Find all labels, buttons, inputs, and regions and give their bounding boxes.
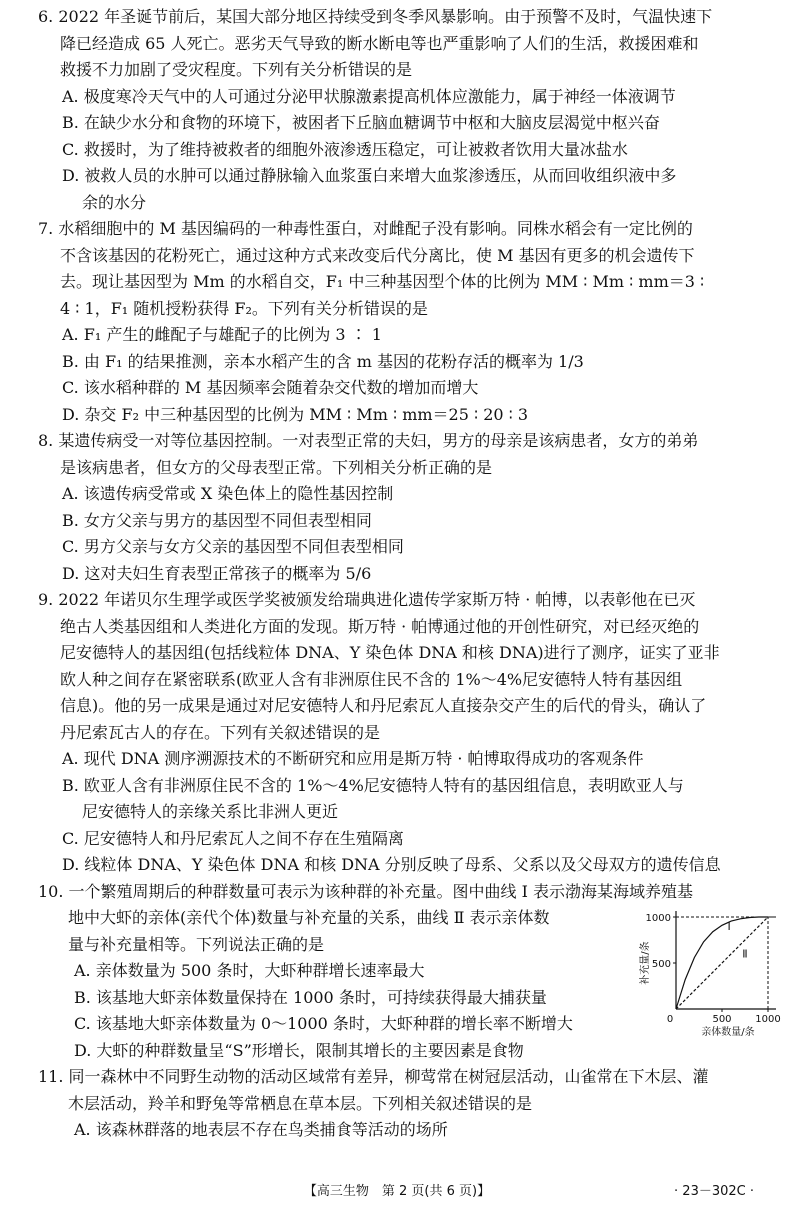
option-B: B. 女方父亲与男方的基因型不同但表型相同	[62, 510, 372, 530]
question-stem-line: 绝古人类基因组和人类进化方面的发现。斯万特 · 帕博通过他的开创性研究，对已经灭绝的	[60, 616, 700, 636]
series-label-2: Ⅱ	[742, 946, 748, 960]
question-stem-line: 地中大虾的亲体(亲代个体)数量与补充量的关系，曲线 Ⅱ 表示亲体数	[68, 908, 550, 927]
question-9	[38, 587, 760, 879]
question-stem-line: 欧人种之间存在紧密联系(欧亚人含有非洲原住民不含的 1%～4%尼安德特人特有基因组	[60, 669, 683, 689]
option-C: C. 男方父亲与女方父亲的基因型不同但表型相同	[62, 537, 404, 556]
series-label-1: Ⅰ	[727, 919, 731, 933]
question-stem-line: 木层活动，羚羊和野兔等常栖息在草本层。下列相关叙述错误的是	[68, 1093, 533, 1113]
option-C: C. 该基地大虾亲体数量为 0～1000 条时，大虾种群的增长率不断增大	[74, 1014, 573, 1033]
question-stem-line: 去。现让基因型为 Mm 的水稻自交，F₁ 中三种基因型个体的比例为 MM ∶ Mm ∶ mm＝3 ∶	[60, 272, 705, 291]
series-line-2	[676, 917, 768, 1009]
option-D: D. 这对夫妇生育表型正常孩子的概率为 5/6	[62, 563, 372, 583]
question-stem-line: 7. 水稻细胞中的 M 基因编码的一种毒性蛋白，对雌配子没有影响。同株水稻会有一定比例的	[38, 219, 693, 238]
question-stem-line: 不含该基因的花粉死亡，通过这种方式来改变后代分离比，使 M 基因有更多的机会遗传下	[60, 245, 695, 265]
question-stem-line: 6. 2022 年圣诞节前后，某国大部分地区持续受到冬季风暴影响。由于预警不及时，气温快速下	[38, 7, 713, 26]
recruitment-chart	[638, 905, 788, 1040]
question-stem-line: 尼安德特人的基因组(包括线粒体 DNA、Y 染色体 DNA 和核 DNA)进行了测序，证实了亚非	[60, 643, 720, 662]
footer-code: · 23－302C ·	[674, 1184, 754, 1199]
question-stem-line: 10. 一个繁殖周期后的种群数量可表示为该种群的补充量。图中曲线 Ⅰ 表示渤海某海域养殖基	[38, 881, 694, 901]
x-tick-label: 500	[712, 1013, 732, 1025]
question-stem-line: 是该病患者，但女方的父母表型正常。下列相关分析正确的是	[60, 457, 493, 477]
y-tick-label: 500	[651, 958, 671, 970]
page-footer	[0, 1180, 794, 1202]
y-axis-label: 补充量/条	[640, 940, 651, 985]
option-D: D. 线粒体 DNA、Y 染色体 DNA 和核 DNA 分别反映了母系、父系以及父母双方的遗传信息	[62, 855, 721, 874]
option-A: A. 该遗传病受常或 X 染色体上的隐性基因控制	[62, 484, 394, 503]
question-stem-line: 4 ∶ 1，F₁ 随机授粉获得 F₂。下列有关分析错误的是	[60, 298, 428, 318]
option-D: D. 被救人员的水肿可以通过静脉输入血浆蛋白来增大血浆渗透压，从而回收组织液中多	[62, 166, 677, 185]
option-C: C. 尼安德特人和丹尼索瓦人之间不存在生殖隔离	[62, 828, 404, 848]
option-D-cont: 余的水分	[82, 192, 147, 212]
y-tick-label: 1000	[645, 912, 671, 924]
option-B: B. 由 F₁ 的结果推测，亲本水稻产生的含 m 基因的花粉存活的概率为 1/3	[62, 351, 584, 371]
question-stem-line: 量与补充量相等。下列说法正确的是	[68, 934, 325, 954]
option-A: A. 该森林群落的地表层不存在鸟类捕食等活动的场所	[74, 1120, 448, 1139]
option-B: B. 欧亚人含有非洲原住民不含的 1%～4%尼安德特人特有的基因组信息，表明欧亚人与	[62, 775, 684, 795]
footer-title: 【高三生物 第 2 页(共 6 页)】	[303, 1184, 491, 1199]
option-A: A. F₁ 产生的雌配子与雄配子的比例为 3 ∶ 1	[62, 325, 382, 344]
question-6	[38, 4, 760, 216]
option-C: C. 该水稻种群的 M 基因频率会随着杂交代数的增加而增大	[62, 378, 479, 397]
x-tick-label: 0	[666, 1013, 674, 1025]
question-11	[38, 1064, 760, 1144]
option-C: C. 救援时，为了维持被救者的细胞外液渗透压稳定，可让被救者饮用大量冰盐水	[62, 139, 628, 159]
option-A: A. 极度寒冷天气中的人可通过分泌甲状腺激素提高机体应激能力，属于神经一体液调节	[62, 86, 676, 106]
question-stem-line: 救援不力加剧了受灾程度。下列有关分析错误的是	[60, 60, 413, 79]
option-A: A. 现代 DNA 测序溯源技术的不断研究和应用是斯万特 · 帕博取得成功的客观条件	[62, 749, 644, 768]
question-stem-line: 9. 2022 年诺贝尔生理学或医学奖被颁发给瑞典进化遗传学家斯万特 · 帕博，以表彰他在已灭	[38, 590, 696, 609]
option-B-cont: 尼安德特人的亲缘关系比非洲人更近	[82, 802, 339, 821]
question-stem-line: 丹尼索瓦古人的存在。下列有关叙述错误的是	[60, 722, 381, 742]
question-stem-line: 8. 某遗传病受一对等位基因控制。一对表型正常的夫妇，男方的母亲是该病患者，女方的弟弟	[38, 431, 699, 450]
option-D: D. 大虾的种群数量呈“S”形增长，限制其增长的主要因素是食物	[74, 1040, 524, 1060]
question-stem-line: 11. 同一森林中不同野生动物的活动区域常有差异，柳莺常在树冠层活动，山雀常在下木层、灌	[38, 1067, 709, 1086]
question-list	[38, 4, 781, 1144]
x-tick-label: 1000	[755, 1013, 781, 1025]
option-A: A. 亲体数量为 500 条时，大虾种群增长速率最大	[74, 961, 425, 980]
question-7	[38, 216, 760, 428]
question-stem-line: 降已经造成 65 人死亡。恶劣天气导致的断水断电等也严重影响了人们的生活，救援困难和	[60, 33, 699, 53]
option-B: B. 在缺少水分和食物的环境下，被困者下丘脑血糖调节中枢和大脑皮层渴觉中枢兴奋	[62, 113, 660, 132]
question-10	[38, 879, 781, 1065]
question-stem-line: 信息)。他的另一成果是通过对尼安德特人和丹尼索瓦人直接杂交产生的后代的骨头，确认了	[60, 696, 707, 715]
question-8	[38, 428, 760, 587]
option-B: B. 该基地大虾亲体数量保持在 1000 条时，可持续获得最大捕获量	[74, 987, 547, 1007]
x-axis-label: 亲体数量/条	[701, 1026, 755, 1038]
option-D: D. 杂交 F₂ 中三种基因型的比例为 MM ∶ Mm ∶ mm＝25 ∶ 20 ∶ 3	[62, 404, 529, 424]
